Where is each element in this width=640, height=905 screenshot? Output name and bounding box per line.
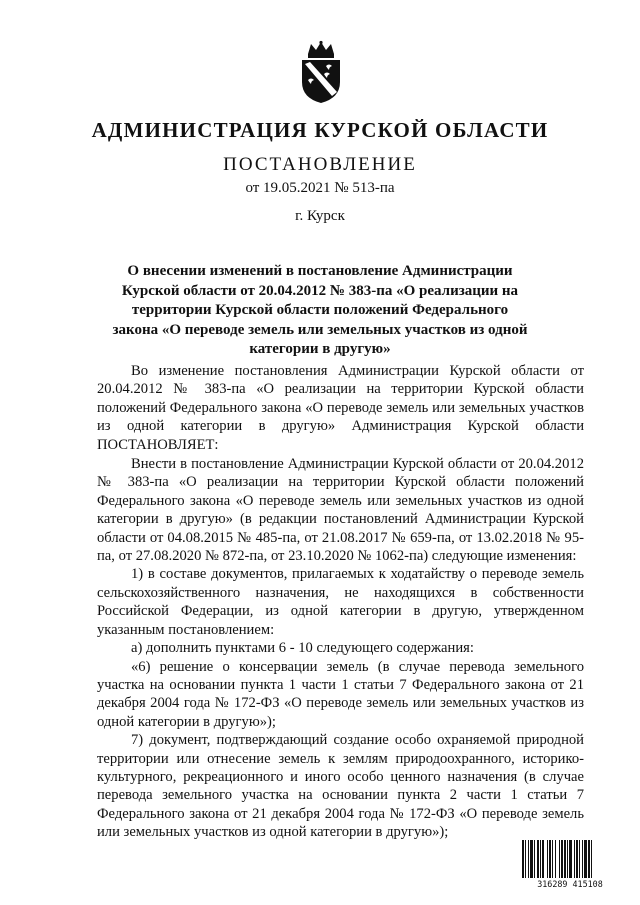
document-subject: О внесении изменений в постановление Администрации Курской области от 20.04.2012 № 383-па «О реализации на территории Курской области положений Федерального закона «О переводе земель или земельных участков из одной категории в другую» bbox=[112, 263, 528, 357]
paragraph: Во изменение постановления Администрации Курской области от 20.04.2012 № 383-па «О реализации на территории Курской области положений Федерального закона «О переводе земель или земельных участков из одной категории в другую» Администрация Курской области ПОСТАНОВЛЯЕТ: bbox=[97, 363, 584, 453]
paragraph: а) дополнить пунктами 6 - 10 следующего содержания: bbox=[131, 640, 474, 657]
paragraph: «6) решение о консервации земель (в случае перевода земельного участка на основании пункта 1 части 1 статьи 7 Федерального закона от 21 декабря 2004 года № 172-ФЗ «О переводе земель или земельных участков из одной категории в другую»); bbox=[97, 658, 584, 730]
document-type: ПОСТАНОВЛЕНИЕ bbox=[223, 154, 417, 175]
paragraph: 7) документ, подтверждающий создание особо охраняемой природной территории или отнесение земель к землям природоохранного, историко-культурного, рекреационного и иного особо ценного назначения (в случае перевода земельного участка на основании пункта 2 части 1 статьи 7 Федерального закона от 21 декабря 2004 года № 172-ФЗ «О переводе земель или земельных участков из одной категории в другую»); bbox=[97, 732, 584, 841]
barcode-bars-icon bbox=[522, 840, 618, 878]
document-date-number: от 19.05.2021 № 513-па bbox=[245, 180, 395, 196]
document-city: г. Курск bbox=[295, 208, 345, 224]
barcode bbox=[522, 840, 618, 892]
paragraph: 1) в составе документов, прилагаемых к ходатайству о переводе земель сельскохозяйственного назначения, не находящихся в собственности Российской Федерации, из одной категории в другую, утвержденном указанным постановлением: bbox=[97, 566, 584, 638]
document-body bbox=[97, 362, 584, 842]
barcode-number: 316289 415108 bbox=[537, 879, 603, 889]
paragraph: Внести в постановление Администрации Курской области от 20.04.2012 № 383-па «О реализации на территории Курской области положений Федерального закона «О переводе земель или земельных участков из одной категории в другую» (в редакции постановлений Администрации Курской области от 04.08.2015 № 485-па, от 21.08.2017 № 659-па, от 13.02.2018 № 95-па, от 27.08.2020 № 872-па, от 23.10.2020 № 1062-па) следующие изменения: bbox=[97, 456, 584, 565]
organization-title: АДМИНИСТРАЦИЯ КУРСКОЙ ОБЛАСТИ bbox=[91, 118, 549, 142]
coat-of-arms-icon bbox=[296, 40, 346, 105]
